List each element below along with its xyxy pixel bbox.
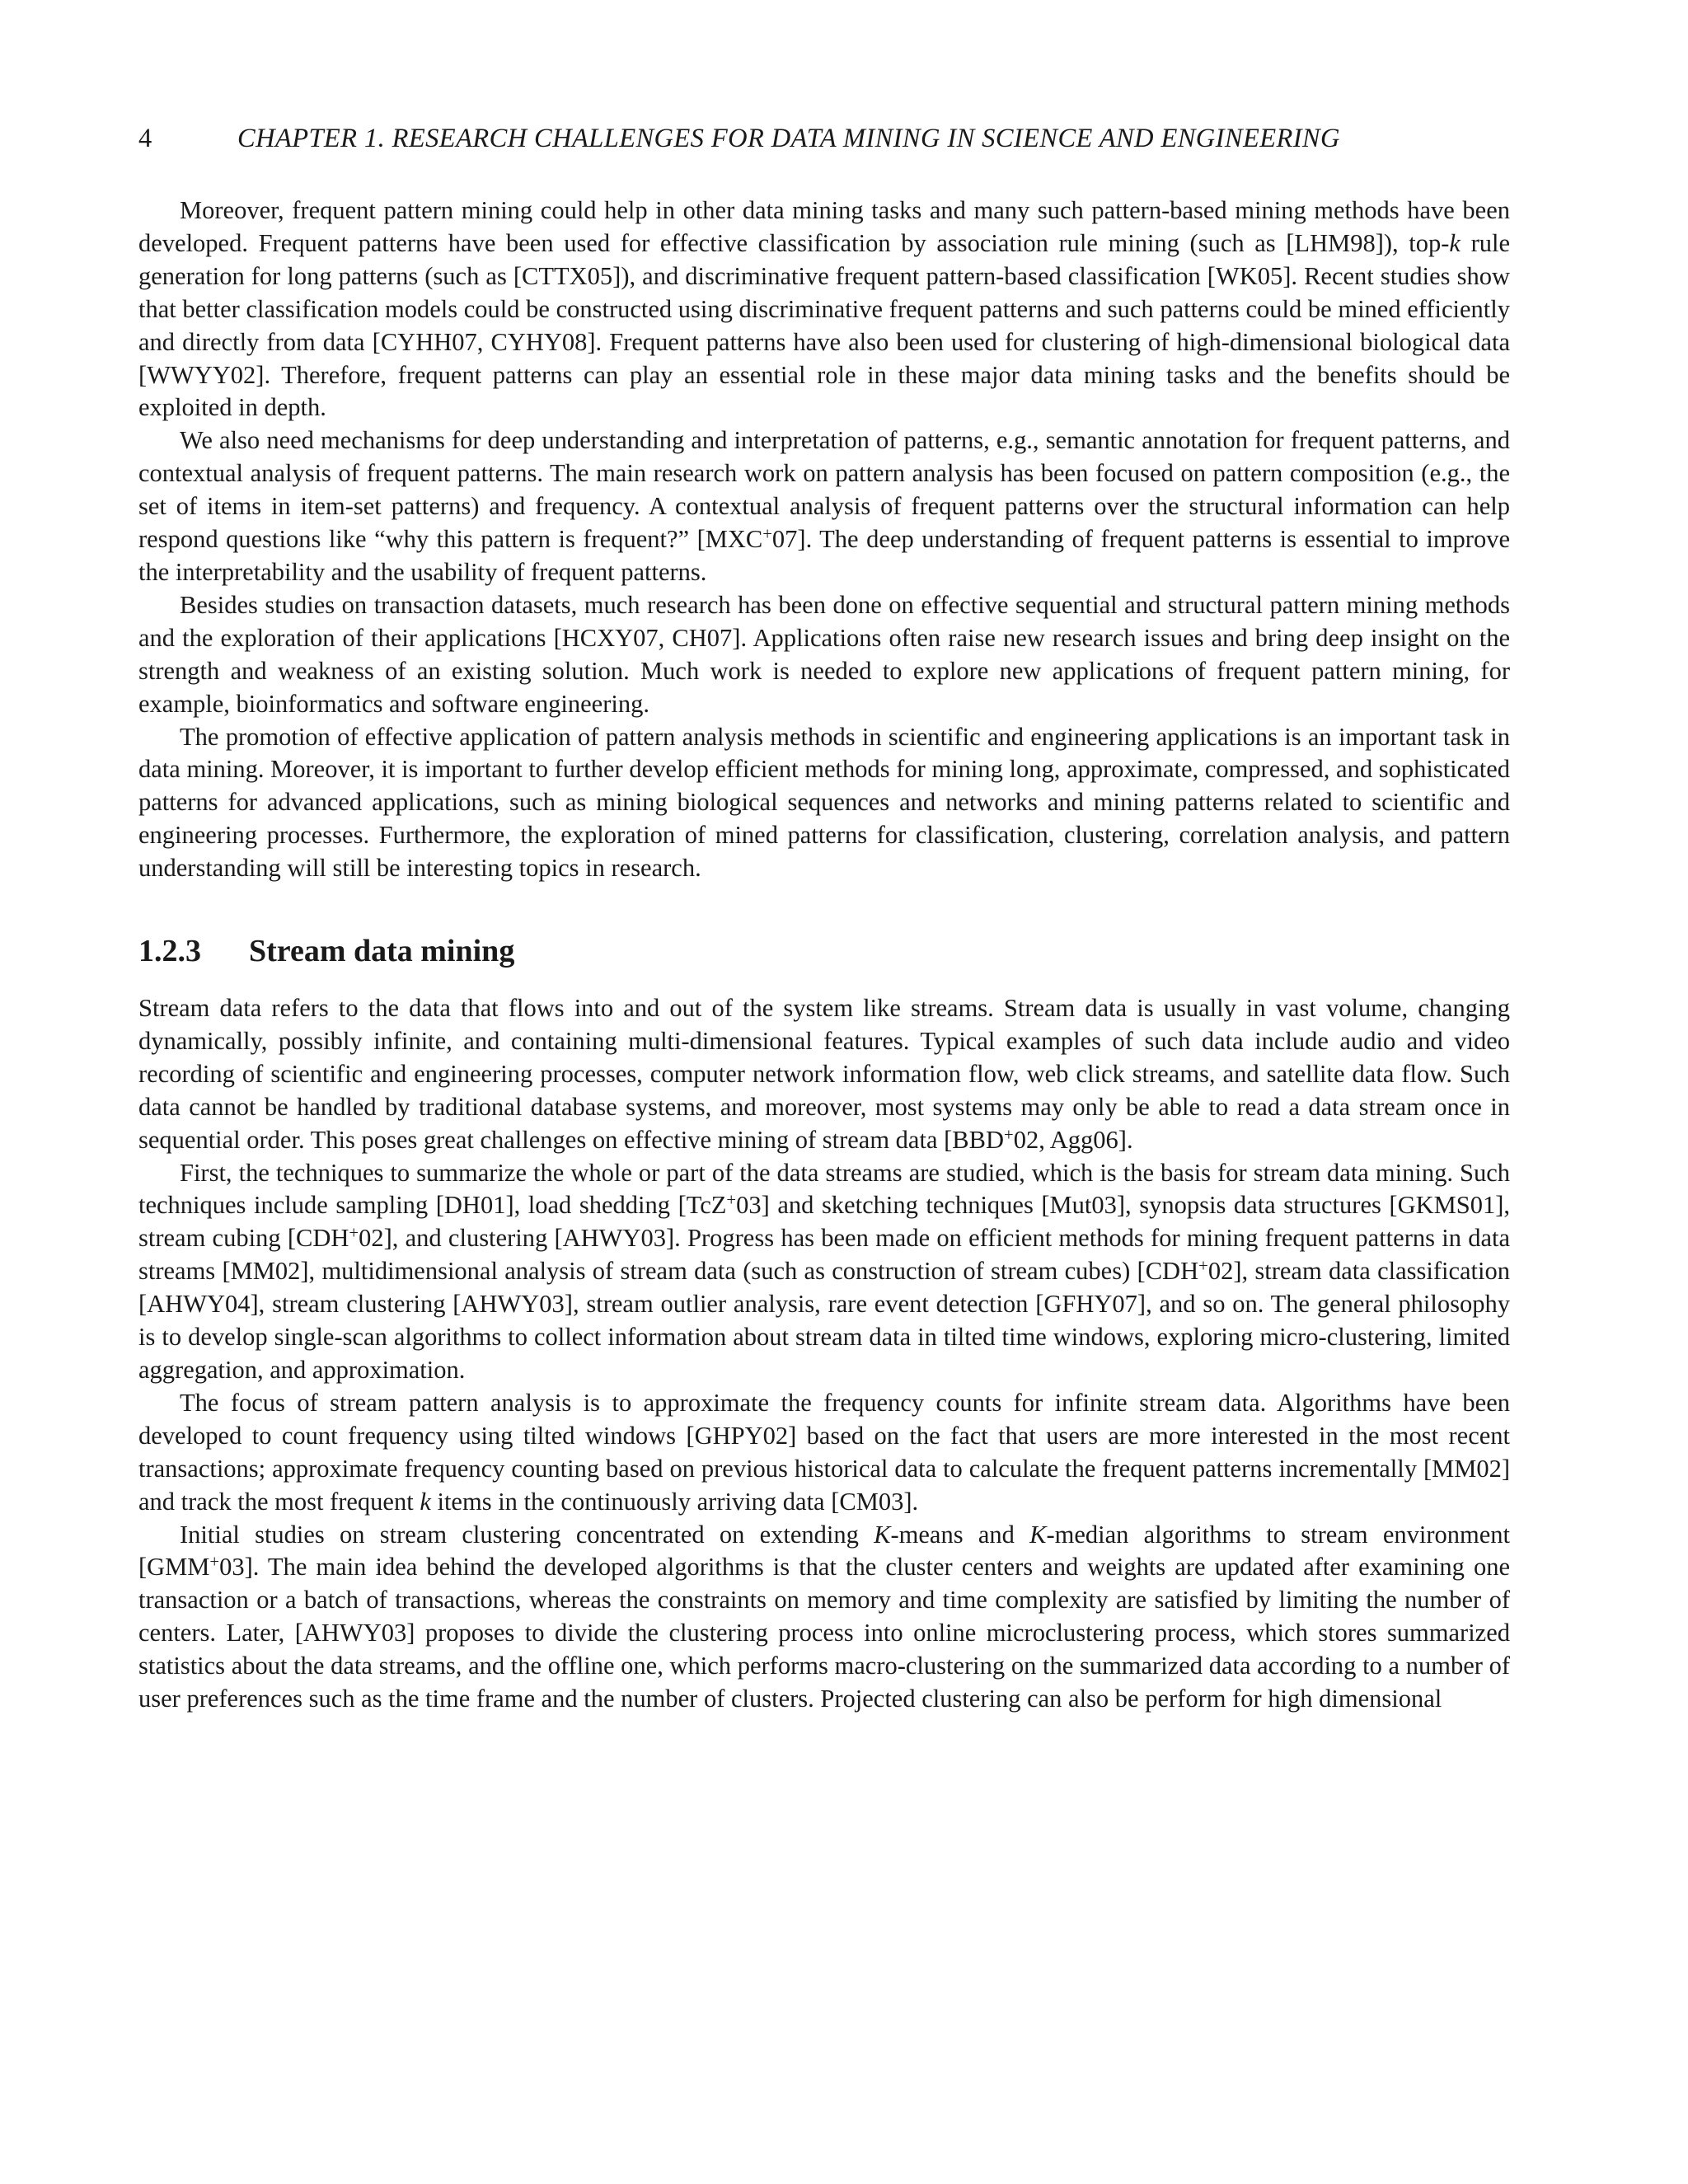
paragraph-stream-data-intro: Stream data refers to the data that flows into and out of the system like streams. Stream data is usually in vast volume, changing dynamically, possibly infinite, and containing multi-dimensional features. Typical examples of such data include audio and video recording of scientific and engineering processes, computer network information flow, web click streams, and satellite data flow. Such data cannot be handled by traditional database systems, and moreover, most systems may only be able to read a data stream once in sequential order. This poses great challenges on effective mining of stream data [BBD+02, Agg06]. [138,994,1510,1154]
section-heading [138,933,1510,971]
paragraph-summarization-techniques: First, the techniques to summarize the whole or part of the data streams are studied, which is the basis for stream data mining. Such techniques include sampling [DH01], load shedding [TcZ+03] and sketching techniques [Mut03], synopsis data structures [GKMS01], stream cubing [CDH+02], and clustering [AHWY03]. Progress has been made on efficient methods for mining frequent patterns in data streams [MM02], multidimensional analysis of stream data (such as construction of stream cubes) [CDH+02], stream data classification [AHWY04], stream clustering [AHWY03], stream outlier analysis, rare event detection [GFHY07], and so on. The general philosophy is to develop single-scan algorithms to collect information about stream data in tilted time windows, exploring micro-clustering, limited aggregation, and approximation. [138,1158,1511,1384]
section-title: Stream data mining [249,934,515,969]
paragraph-stream-pattern-analysis: The focus of stream pattern analysis is to approximate the frequency counts for infinite stream data. Algorithms have been developed to count frequency using tilted windows [GHPY02] based on the fact that users are more interested in the most recent transactions; approximate frequency counting based on previous historical data to calculate the frequent patterns incrementally [MM02] and track the most frequent k items in the continuously arriving data [CM03]. [138,1388,1510,1516]
running-header [138,124,1510,165]
paragraph-pattern-based-methods: Moreover, frequent pattern mining could help in other data mining tasks and many such pattern-based mining methods have been developed. Frequent patterns have been used for effective classification by association rule mining (such as [LHM98]), top-k rule generation for long patterns (such as [CTTX05]), and discriminative frequent pattern-based classification [WK05]. Recent studies show that better classification models could be constructed using discriminative frequent patterns and such patterns could be mined efficiently and directly from data [CYHH07, CYHY08]. Frequent patterns have also been used for clustering of high-dimensional biological data [WWYY02]. Therefore, frequent patterns can play an essential role in these major data mining tasks and the benefits should be exploited in depth. [138,196,1510,422]
paragraph-pattern-interpretation: We also need mechanisms for deep understanding and interpretation of patterns, e.g., semantic annotation for frequent patterns, and contextual analysis of frequent patterns. The main research work on pattern analysis has been focused on pattern composition (e.g., the set of items in item-set patterns) and frequency. A contextual analysis of frequent patterns over the structural information can help respond questions like “why this pattern is frequent?” [MXC+07]. The deep understanding of frequent patterns is essential to improve the interpretability and the usability of frequent patterns. [138,426,1510,586]
paragraph-promotion-of-application: The promotion of effective application of pattern analysis methods in scientific and engineering applications is an important task in data mining. Moreover, it is important to further develop efficient methods for mining long, approximate, compressed, and sophisticated patterns for advanced applications, such as mining biological sequences and networks and mining patterns related to scientific and engineering processes. Furthermore, the exploration of mined patterns for classification, clustering, correlation analysis, and pattern understanding will still be interesting topics in research. [138,722,1510,883]
paragraph-stream-clustering: Initial studies on stream clustering concentrated on extending K-means and K-median algorithms to stream environment [GMM+03]. The main idea behind the developed algorithms is that the cluster centers and weights are updated after examining one transaction or a batch of transactions, whereas the constraints on memory and time complexity are satisfied by limiting the number of centers. Later, [AHWY03] proposes to divide the clustering process into online microclustering process, which stores summarized statistics about the data streams, and the offline one, which performs macro-clustering on the summarized data according to a number of user preferences such as the time frame and the number of clusters. Projected clustering can also be perform for high dimensional [138,1520,1510,1713]
page [138,124,1510,1716]
paragraph-sequential-structural: Besides studies on transaction datasets, much research has been done on effective sequential and structural pattern mining methods and the exploration of their applications [HCXY07, CH07]. Applications often raise new research issues and bring deep insight on the strength and weakness of an existing solution. Much work is needed to explore new applications of frequent pattern mining, for example, bioinformatics and software engineering. [138,590,1510,718]
page-number: 4 [138,124,152,153]
section-number: 1.2.3 [138,934,201,969]
chapter-title: CHAPTER 1. RESEARCH CHALLENGES FOR DATA MINING IN SCIENCE AND ENGINEERING [237,124,1340,153]
